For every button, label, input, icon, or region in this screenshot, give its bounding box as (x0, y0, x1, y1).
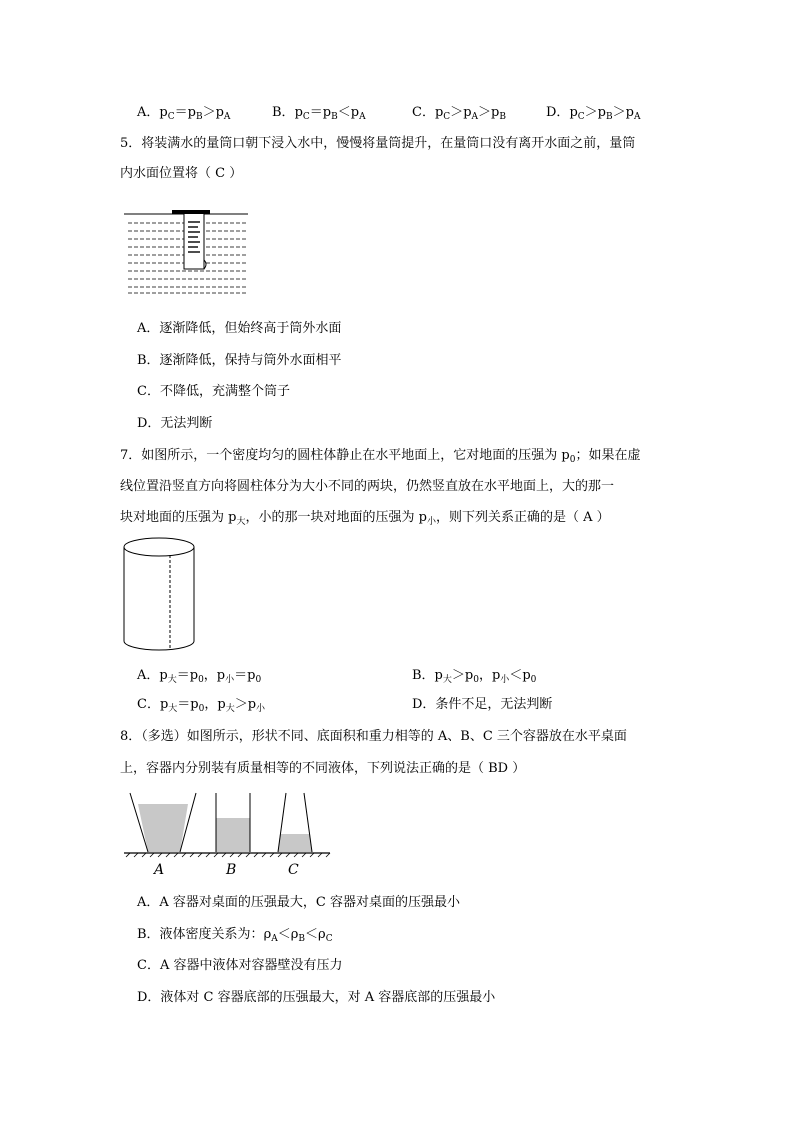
q7-option-c: C．$p_大=p_0$，$p_大>p_小$ (137, 697, 266, 714)
q7-stem-line3: 块对地面的压强为 $p_大$，小的那一块对地面的压强为 $p_小$，则下列关系正确的是（ A ） (120, 510, 610, 527)
q5-option-a: A．逐渐降低，但始终高于筒外水面 (137, 321, 342, 336)
q8-stem-line1: 8．（多选）如图所示，形状不同、底面积和重力相等的 A、B、C 三个容器放在水平桌面 (120, 729, 627, 744)
q7-figure-cylinder (122, 537, 196, 653)
q8-option-a: A．A 容器对桌面的压强最大，C 容器对桌面的压强最小 (137, 895, 460, 910)
q4-option-c: C．$p_C>p_A>p_B$ (412, 105, 506, 122)
q8-label-b: B (226, 862, 237, 878)
q5-option-b: B．逐渐降低，保持与筒外水面相平 (137, 353, 342, 368)
q8-label-a: A (154, 862, 165, 878)
q8-option-b: B．液体密度关系为：$\rho_A<\rho_B<\rho_C$ (137, 927, 333, 944)
q7-option-d: D．条件不足，无法判断 (412, 697, 553, 712)
q8-figure-containers (124, 790, 334, 860)
q5-stem-line2: 内水面位置将（ C ） (120, 166, 243, 181)
q8-option-c: C．A 容器中液体对容器壁没有压力 (137, 958, 343, 973)
q8-stem-line2: 上，容器内分别装有质量相等的不同液体，下列说法正确的是（ BD ） (120, 761, 526, 776)
q4-option-d: D．$p_C>p_B>p_A$ (546, 105, 641, 122)
q7-option-a: A．$p_大=p_0$，$p_小=p_0$ (137, 668, 262, 685)
q5-option-c: C．不降低，充满整个筒子 (137, 384, 290, 399)
q7-stem-line2: 线位置沿竖直方向将圆柱体分为大小不同的两块，仍然竖直放在水平地面上，大的那一 (120, 479, 615, 494)
q7-stem-line1: 7．如图所示，一个密度均匀的圆柱体静止在水平地面上，它对地面的压强为 $p_0$；如果在虚 (120, 448, 641, 465)
q8-label-c: C (288, 862, 299, 878)
q4-option-b: B．$p_C=p_B<p_A$ (272, 105, 366, 122)
q5-stem-line1: 5．将装满水的量筒口朝下浸入水中，慢慢将量筒提升，在量筒口没有离开水面之前，量筒 (120, 136, 636, 151)
q5-figure-cylinder-in-water (124, 208, 248, 296)
q7-option-b: B．$p_大>p_0$，$p_小<p_0$ (412, 668, 537, 685)
q5-option-d: D．无法判断 (137, 416, 213, 431)
q4-option-a: A．$p_C=p_B>p_A$ (137, 105, 231, 122)
q8-option-d: D．液体对 C 容器底部的压强最大，对 A 容器底部的压强最小 (137, 990, 496, 1005)
